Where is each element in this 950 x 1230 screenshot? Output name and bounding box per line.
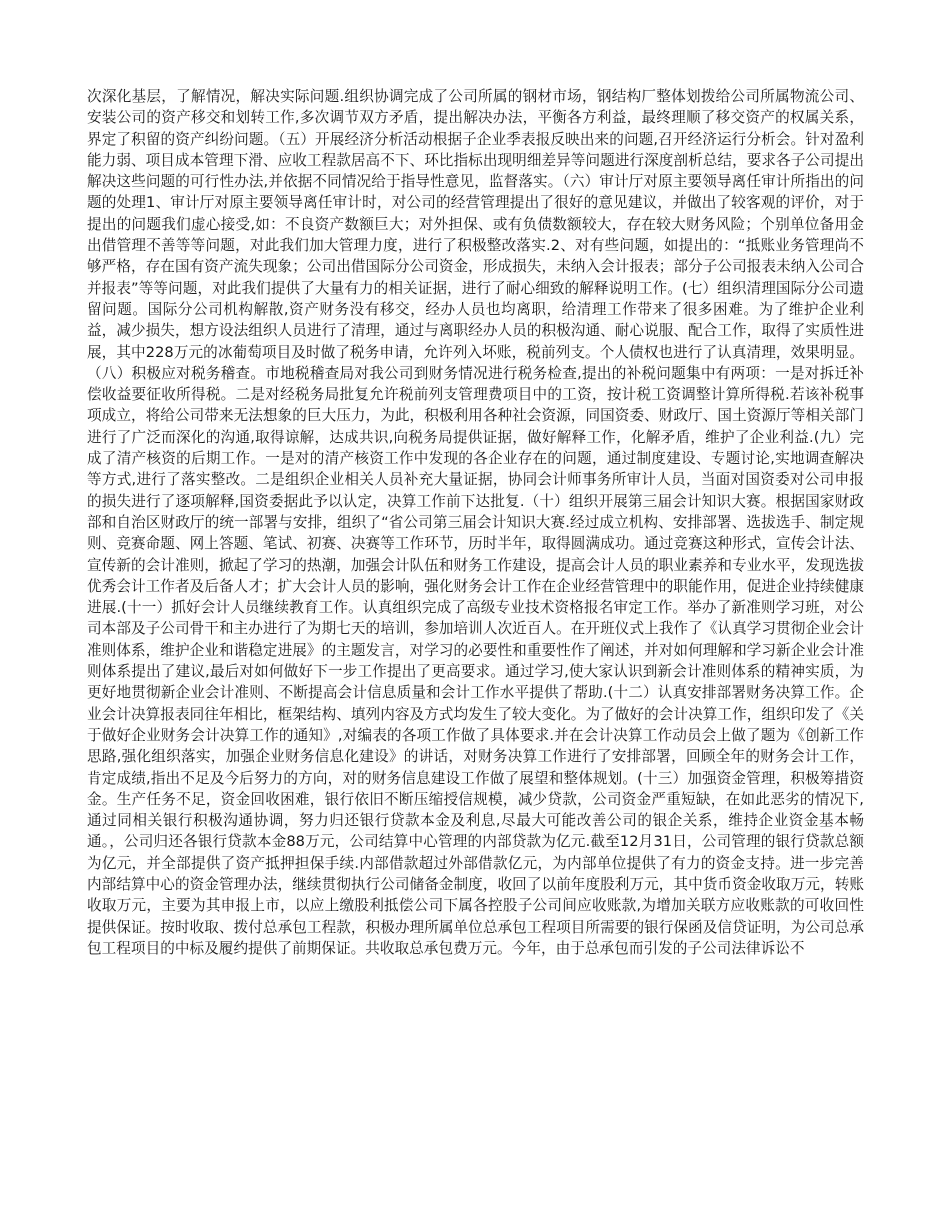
document-body (87, 86, 864, 959)
body-paragraph: 次深化基层，了解情况，解决实际问题.组织协调完成了公司所属的钢材市场，钢结构厂整体划拨给公司所属物流公司、安装公司的资产移交和划转工作,多次调节双方矛盾，提出解决办法，平衡各方利益，最终理顺了移交资产的权属关系，界定了积留的资产纠纷问题。（五）开展经济分析活动根据子企业季表报反映出来的问题,召开经济运行分析会。针对盈利能力弱、项目成本管理下滑、应收工程款居高不下、环比指标出现明细差异等问题进行深度剖析总结，要求各子公司提出解决这些问题的可行性办法,并依据不同情况给于指导性意见，监督落实。（六）审计厅对原主要领导离任审计所指出的问题的处理1、审计厅对原主要领导离任审计时，对公司的经营管理提出了很好的意见建议，并做出了较客观的评价，对于提出的问题我们虚心接受,如：不良资产数额巨大；对外担保、或有负债数额较大，存在较大财务风险；个别单位备用金出借管理不善等等问题，对此我们加大管理力度，进行了积极整改落实.2、对有些问题，如提出的：“抵账业务管理尚不够严格，存在国有资产流失现象；公司出借国际分公司资金，形成损失，未纳入会计报表；部分子公司报表未纳入公司合并报表”等等问题，对此我们提供了大量有力的相关证据，进行了耐心细致的解释说明工作。(七）组织清理国际分公司遗留问题。国际分公司机构解散,资产财务没有移交，经办人员也均离职，给清理工作带来了很多困难。为了维护企业利益，减少损失，想方设法组织人员进行了清理，通过与离职经办人员的积极沟通、耐心说服、配合工作，取得了实质性进展，其中228万元的冰葡萄项目及时做了税务申请，允许列入坏账，税前列支。个人债权也进行了认真清理，效果明显。（八）积极应对税务稽查。市地税稽查局对我公司到财务情况进行税务检查,提出的补税问题集中有两项：一是对拆迁补偿收益要征收所得税。二是对经税务局批复允许税前列支管理费项目中的工资，按计税工资调整计算所得税.若该补税事项成立，将给公司带来无法想象的巨大压力，为此，积极利用各种社会资源，同国资委、财政厅、国土资源厅等相关部门进行了广泛而深化的沟通,取得谅解，达成共识,向税务局提供证据，做好解释工作，化解矛盾，维护了企业利益.(九）完成了清产核资的后期工作。一是对的清产核资工作中发现的各企业存在的问题，通过制度建设、专题讨论,实地调查解决等方式,进行了落实整改。二是组织企业相关人员补充大量证据，协同会计师事务所审计人员，当面对国资委对公司申报的损失进行了逐项解释,国资委据此予以认定，决算工作前下达批复.（十）组织开展第三届会计知识大赛。根据国家财政部和自治区财政厅的统一部署与安排，组织了“省公司第三届会计知识大赛.经过成立机构、安排部署、选拔选手、制定规则、竞赛命题、网上答题、笔试、初赛、决赛等工作环节，历时半年，取得圆满成功。通过竞赛这种形式，宣传会计法、宣传新的会计准则，掀起了学习的热潮，加强会计队伍和财务工作建设，提高会计人员的职业素养和专业水平，发现选拔优秀会计工作者及后备人才；扩大会计人员的影响，强化财务会计工作在企业经营管理中的职能作用，促进企业持续健康进展.(十一）抓好会计人员继续教育工作。认真组织完成了高级专业技术资格报名审定工作。举办了新准则学习班，对公司本部及子公司骨干和主办进行了为期七天的培训，参加培训人次近百人。在开班仪式上我作了《认真学习贯彻企业会计准则体系，维护企业和谐稳定进展》的主题发言，对学习的必要性和重要性作了阐述，并对如何理解和学习新企业会计准则体系提出了建议,最后对如何做好下一步工作提出了更高要求。通过学习,使大家认识到新会计准则体系的精神实质，为更好地贯彻新企业会计准则、不断提高会计信息质量和会计工作水平提供了帮助.(十二）认真安排部署财务决算工作。企业会计决算报表同往年相比，框架结构、填列内容及方式均发生了较大变化。为了做好的会计决算工作，组织印发了《关于做好企业财务会计决算工作的通知》,对编表的各项工作做了具体要求.并在会计决算工作动员会上做了题为《创新工作思路,强化组织落实，加强企业财务信息化建设》的讲话，对财务决算工作进行了安排部署，回顾全年的财务会计工作，肯定成绩,指出不足及今后努力的方向，对的财务信息建设工作做了展望和整体规划。(十三）加强资金管理，积极筹措资金。生产任务不足，资金回收困难，银行依旧不断压缩授信规模，减少贷款，公司资金严重短缺，在如此恶劣的情况下,通过同相关银行积极沟通协调，努力归还银行贷款本金及利息,尽最大可能改善公司的银企关系，维持企业资金基本畅通。，公司归还各银行贷款本金88万元，公司结算中心管理的内部贷款为亿元.截至12月31日，公司管理的银行贷款总额为亿元，并全部提供了资产抵押担保手续.内部借款超过外部借款亿元，为内部单位提供了有力的资金支持。进一步完善内部结算中心的资金管理办法，继续贯彻执行公司储备金制度，收回了以前年度股利万元，其中货币资金收取万元，转账收取万元，主要为其申报上市，以应上缴股利抵偿公司下属各控股子公司间应收账款,为增加关联方应收账款的可收回性提供保证。按时收取、拨付总承包工程款，积极办理所属单位总承包工程项目所需要的银行保函及信贷证明，为公司总承包工程项目的中标及履约提供了前期保证。共收取总承包费万元。今年，由于总承包而引发的子公司法律诉讼不 (87, 88, 864, 957)
